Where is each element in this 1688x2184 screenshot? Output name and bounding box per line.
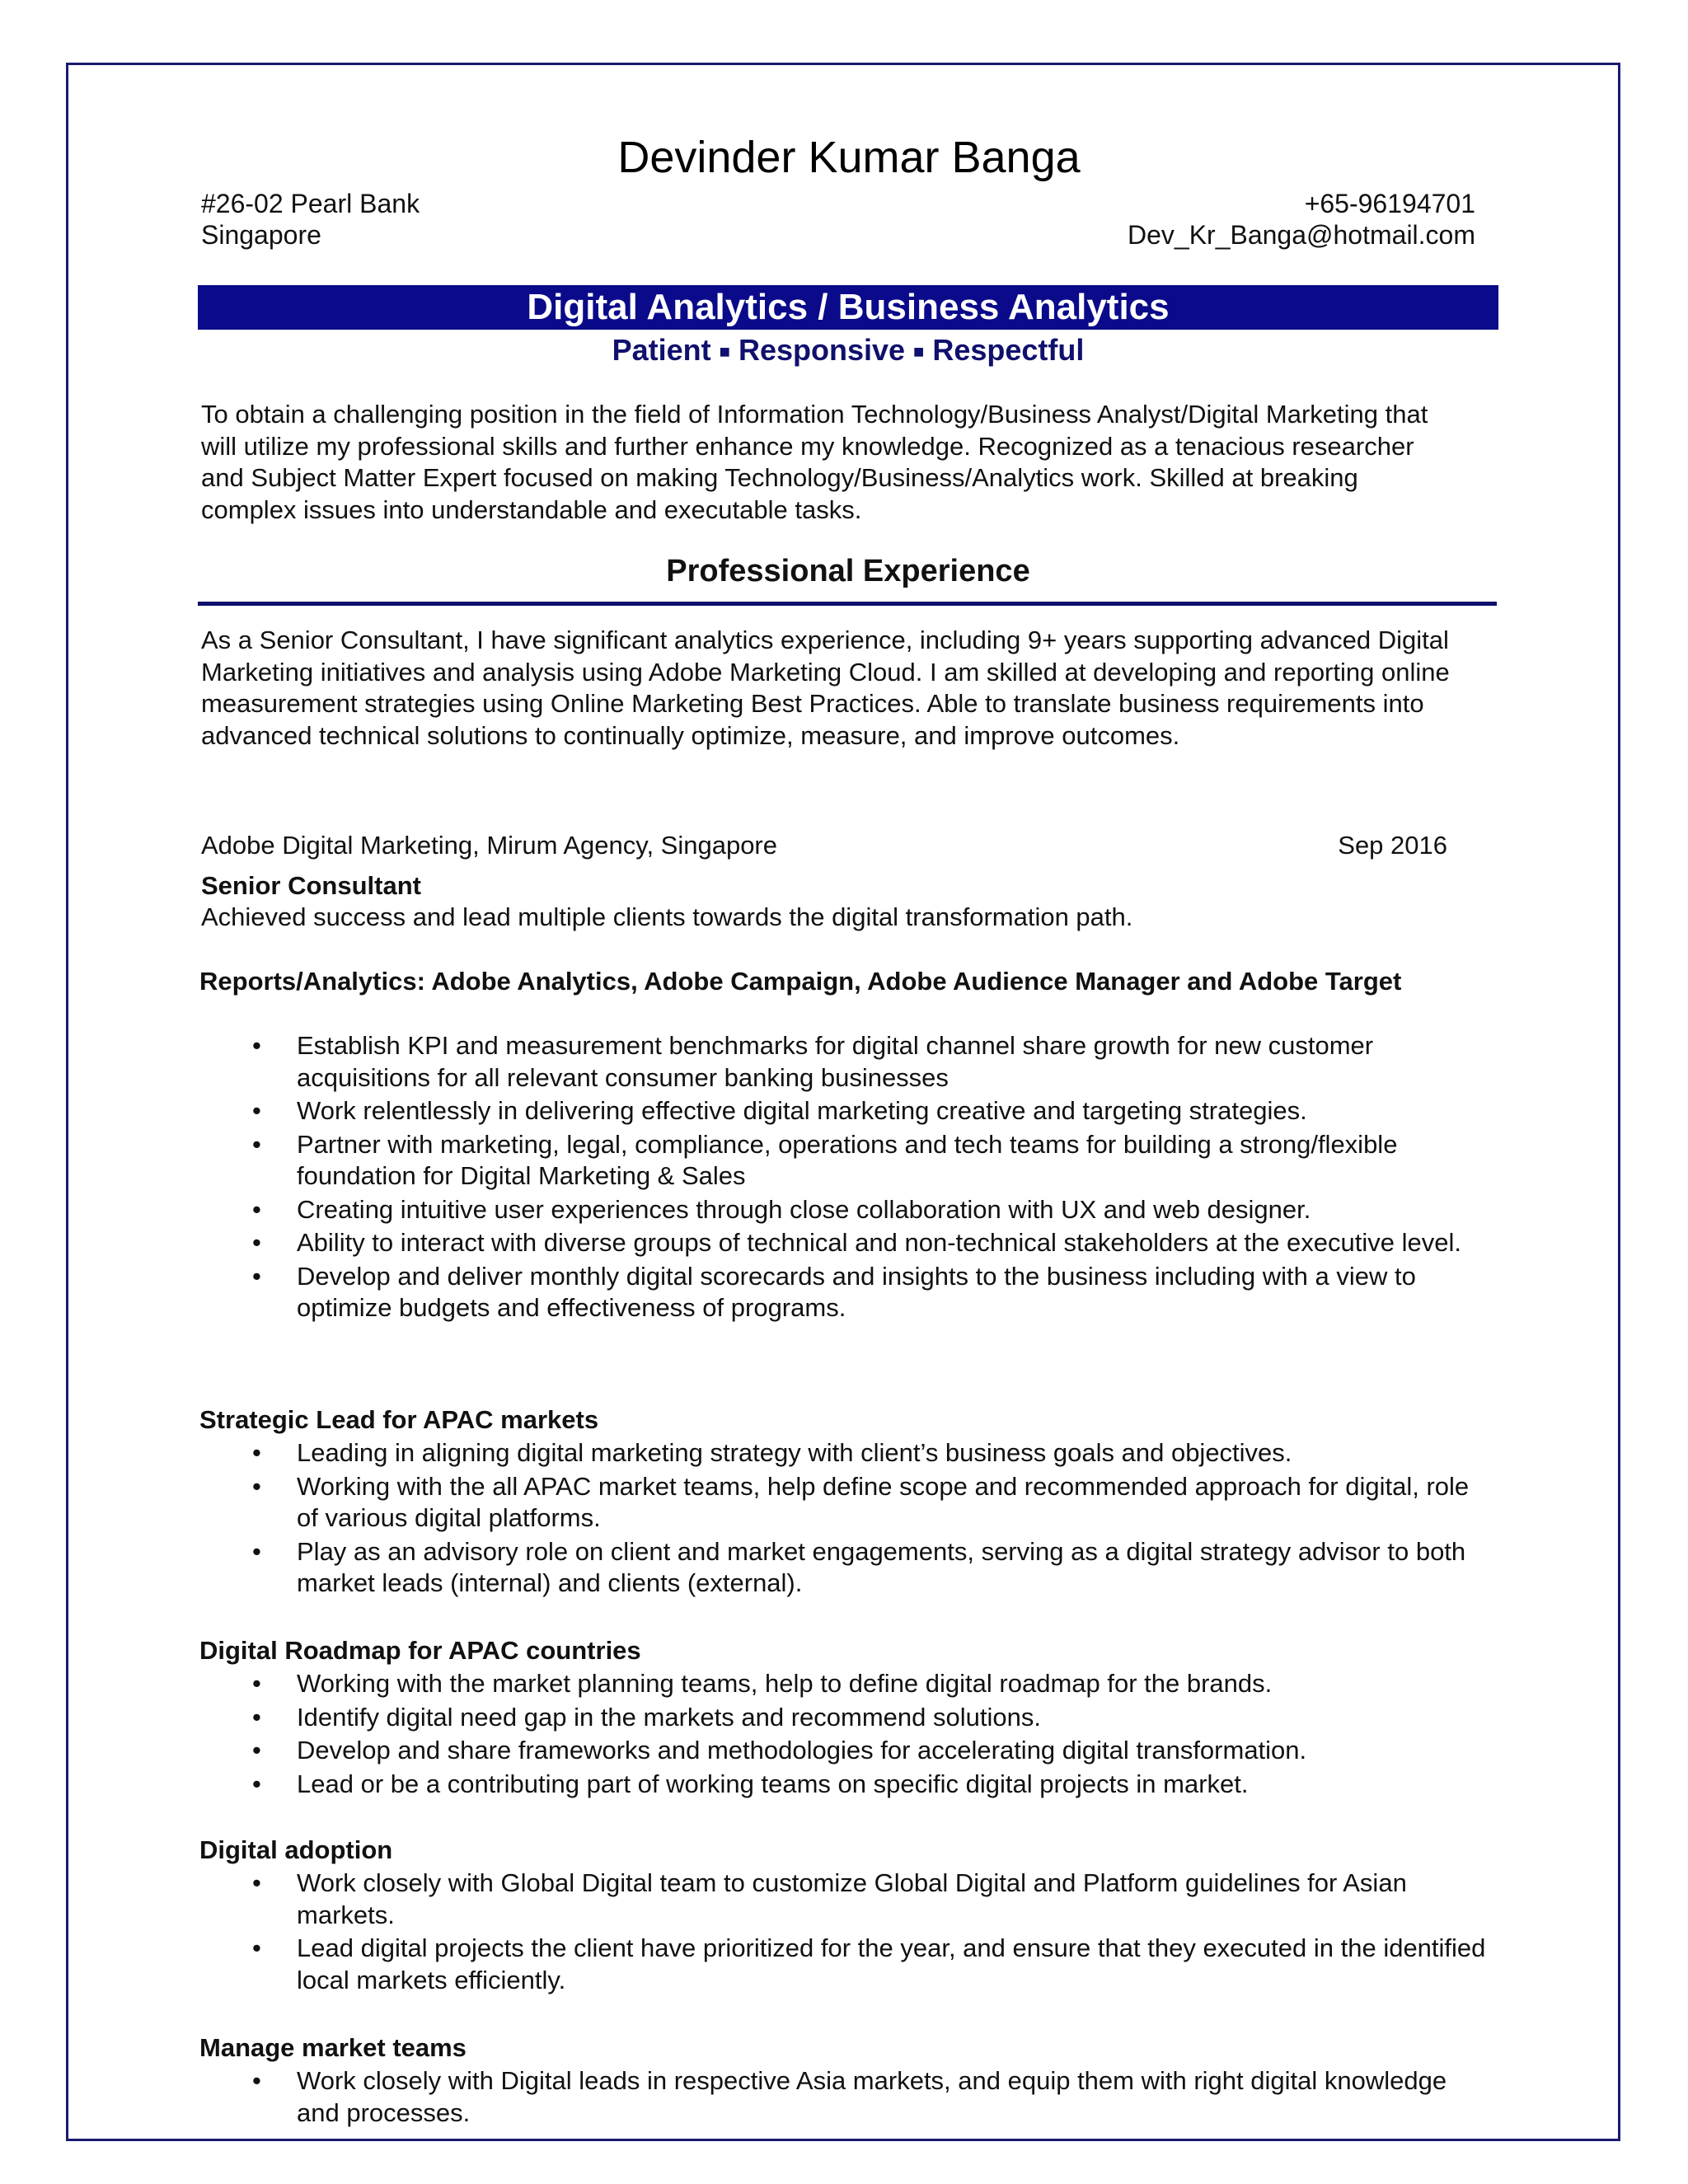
bullet-text: Partner with marketing, legal, compliance, operations and tech teams for building a strong/flexible foundation for Digital Marketing & Sales xyxy=(297,1129,1398,1190)
email-address[interactable]: Dev_Kr_Banga@hotmail.com xyxy=(1127,220,1475,250)
list-item xyxy=(252,1095,1489,1127)
bullet-icon: • xyxy=(252,1031,261,1060)
list-item xyxy=(252,1735,1489,1767)
trait: Respectful xyxy=(932,333,1085,367)
bullet-text: Lead or be a contributing part of working teams on specific digital projects in market. xyxy=(297,1769,1249,1798)
experience-summary: As a Senior Consultant, I have significant analytics experience, including 9+ years supporting advanced Digital Marketing initiatives and analysis using Adobe Marketing Cloud. I am skilled at developing and reporting online measurement strategies using Online Marketing Best Practices. Able to translate business requirements into advanced technical solutions to continually optimize, measure, and improve outcomes. xyxy=(201,626,1450,750)
list-item xyxy=(252,1868,1489,1931)
bullet-icon: • xyxy=(252,1438,261,1467)
title-banner: Digital Analytics / Business Analytics xyxy=(198,285,1498,330)
group-heading: Manage market teams xyxy=(199,2033,467,2062)
list-item xyxy=(252,1261,1489,1324)
list-item xyxy=(252,1702,1489,1734)
address-block xyxy=(201,188,420,251)
job-role: Senior Consultant xyxy=(201,871,421,900)
bullet-text: Identify digital need gap in the markets and recommend solutions. xyxy=(297,1702,1041,1732)
bullet-text: Ability to interact with diverse groups of technical and non-technical stakeholders at the executive level. xyxy=(297,1228,1461,1257)
list-item xyxy=(252,1030,1489,1094)
trait: Patient xyxy=(612,333,711,367)
list-item xyxy=(252,1227,1489,1259)
group-heading: Digital Roadmap for APAC countries xyxy=(199,1636,641,1665)
bullet-text: Lead digital projects the client have prioritized for the year, and ensure that they executed in the identified local markets efficiently. xyxy=(297,1933,1486,1994)
job-summary: Achieved success and lead multiple clients towards the digital transformation path. xyxy=(201,902,1133,931)
bullet-icon: • xyxy=(252,1669,261,1698)
list-item xyxy=(252,1769,1489,1801)
bullet-icon: • xyxy=(252,1261,261,1291)
list-item xyxy=(252,1129,1489,1193)
bullet-icon: • xyxy=(252,1129,261,1159)
bullet-text: Leading in aligning digital marketing strategy with client’s business goals and objectives. xyxy=(297,1438,1292,1467)
bullet-icon: • xyxy=(252,1228,261,1257)
list-item xyxy=(252,1536,1489,1600)
phone-number: +65-96194701 xyxy=(1304,189,1475,218)
list-item xyxy=(252,1437,1489,1469)
bullet-text: Working with the market planning teams, help to define digital roadmap for the brands. xyxy=(297,1669,1273,1698)
bullet-text: Develop and share frameworks and methodologies for accelerating digital transformation. xyxy=(297,1736,1307,1765)
bullet-text: Develop and deliver monthly digital scorecards and insights to the business including with a view to optimize budgets and effectiveness of programs. xyxy=(297,1261,1416,1322)
bullet-list xyxy=(252,2065,1489,2130)
bullet-icon: • xyxy=(252,1536,261,1566)
bullet-text: Creating intuitive user experiences through close collaboration with UX and web designer. xyxy=(297,1194,1311,1224)
bullet-text: Work relentlessly in delivering effective digital marketing creative and targeting strategies. xyxy=(297,1096,1307,1125)
bullet-icon: • xyxy=(252,1769,261,1798)
group-heading: Reports/Analytics: Adobe Analytics, Adobe Campaign, Adobe Audience Manager and Adobe Target xyxy=(199,967,1402,996)
bullet-text: Play as an advisory role on client and market engagements, serving as a digital strategy advisor to both market leads (internal) and clients (external). xyxy=(297,1536,1466,1597)
bullet-icon: • xyxy=(252,1471,261,1501)
trait: Responsive xyxy=(738,333,906,367)
bullet-list xyxy=(252,1868,1489,1998)
traits-tagline xyxy=(198,332,1498,370)
bullet-icon: • xyxy=(252,2066,261,2095)
candidate-name: Devinder Kumar Banga xyxy=(617,133,1081,182)
group-heading: Strategic Lead for APAC markets xyxy=(199,1405,599,1434)
bullet-icon: • xyxy=(252,1933,261,1962)
list-item xyxy=(252,2065,1489,2129)
group-heading: Digital adoption xyxy=(199,1835,393,1864)
contact-block xyxy=(1128,188,1475,251)
bullet-icon: • xyxy=(252,1096,261,1125)
job-employer-line xyxy=(201,831,1447,860)
address-line2: Singapore xyxy=(201,220,321,250)
job-date: Sep 2016 xyxy=(1338,831,1447,860)
list-item xyxy=(252,1194,1489,1226)
bullet-icon: • xyxy=(252,1868,261,1897)
job-employer: Adobe Digital Marketing, Mirum Agency, Singapore xyxy=(201,831,777,860)
bullet-text: Work closely with Global Digital team to customize Global Digital and Platform guidelines for Asian markets. xyxy=(297,1868,1407,1929)
bullet-list xyxy=(252,1668,1489,1802)
list-item xyxy=(252,1471,1489,1535)
bullet-text: Working with the all APAC market teams, help define scope and recommended approach for digital, role of various digital platforms. xyxy=(297,1471,1470,1532)
section-divider xyxy=(198,602,1497,606)
bullet-list xyxy=(252,1437,1489,1601)
section-title-experience: Professional Experience xyxy=(666,554,1030,588)
list-item xyxy=(252,1933,1489,1996)
objective-text: To obtain a challenging position in the field of Information Technology/Business Analyst/Digital Marketing that will utilize my professional skills and further enhance my knowledge. Recognized as a tenacious researcher and Subject Matter Expert focused on making Technology/Business/Analytics work. Skilled at breaking complex issues into understandable and executable tasks. xyxy=(201,400,1428,524)
square-separator-icon: ■ xyxy=(719,341,730,362)
square-separator-icon: ■ xyxy=(913,341,925,362)
bullet-text: Work closely with Digital leads in respective Asia markets, and equip them with right digital knowledge and processes. xyxy=(297,2066,1447,2127)
bullet-text: Establish KPI and measurement benchmarks for digital channel share growth for new customer acquisitions for all relevant consumer banking businesses xyxy=(297,1031,1374,1092)
bullet-icon: • xyxy=(252,1194,261,1224)
bullet-list xyxy=(252,1030,1489,1326)
address-line1: #26-02 Pearl Bank xyxy=(201,189,420,218)
bullet-icon: • xyxy=(252,1702,261,1732)
bullet-icon: • xyxy=(252,1736,261,1765)
list-item xyxy=(252,1668,1489,1700)
